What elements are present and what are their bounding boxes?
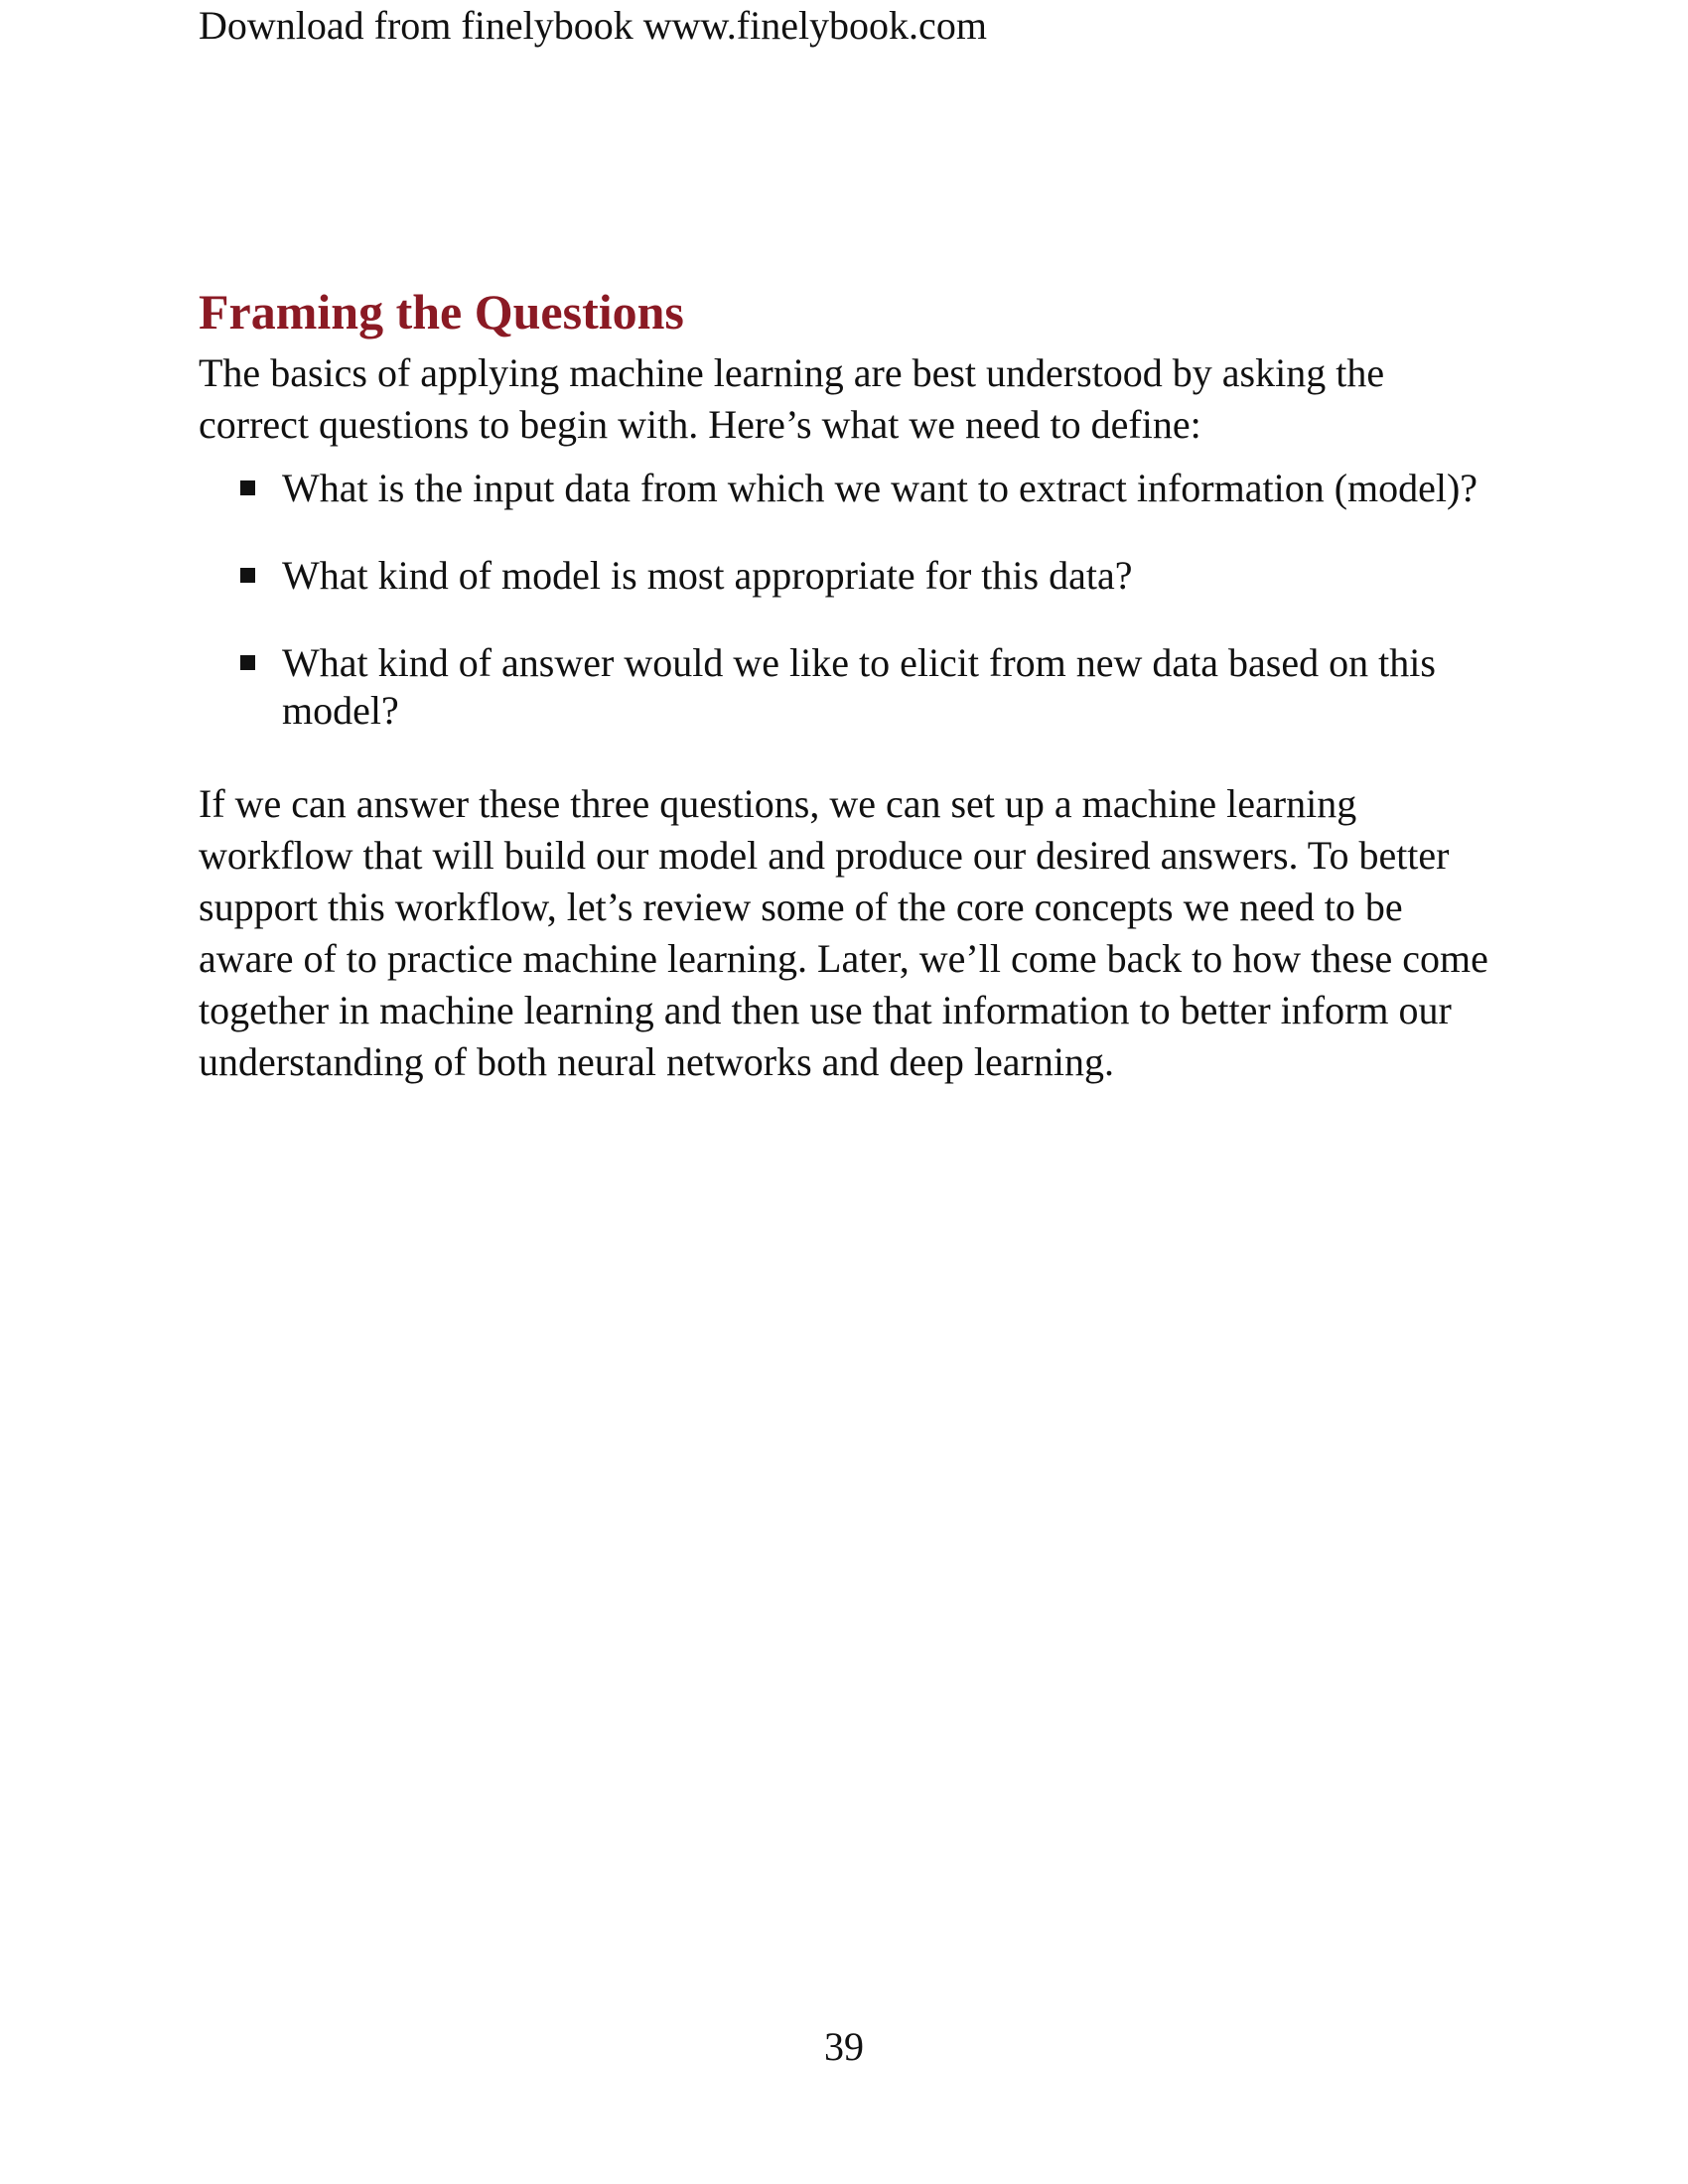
page-header-download-line: Download from finelybook www.finelybook.com [199, 3, 987, 48]
section-heading: Framing the Questions [199, 284, 684, 340]
list-item [199, 552, 1499, 600]
square-bullet-icon [240, 568, 255, 583]
list-item-text: What kind of model is most appropriate for this data? [282, 553, 1133, 598]
square-bullet-icon [240, 655, 255, 670]
page-content [199, 282, 1499, 1088]
body-paragraph: If we can answer these three questions, we can set up a machine learning workflow that will build our model and produce our desired answers. To better support this workflow, let’s review some of the core concepts we need to be aware of to practice machine learning. Later, we’ll come back to how these come together in machine learning and then use that information to better inform our understanding of both neural networks and deep learning. [199, 781, 1488, 1084]
intro-paragraph: The basics of applying machine learning are best understood by asking the correct questions to begin with. Here’s what we need to define: [199, 350, 1385, 447]
square-bullet-icon [240, 480, 255, 495]
list-item-text: What is the input data from which we want to extract information (model)? [282, 466, 1478, 510]
list-item [199, 639, 1499, 735]
list-item [199, 465, 1499, 512]
page-number: 39 [824, 2024, 864, 2069]
list-item-text: What kind of answer would we like to elicit from new data based on this model? [282, 640, 1436, 733]
question-list [199, 465, 1499, 735]
